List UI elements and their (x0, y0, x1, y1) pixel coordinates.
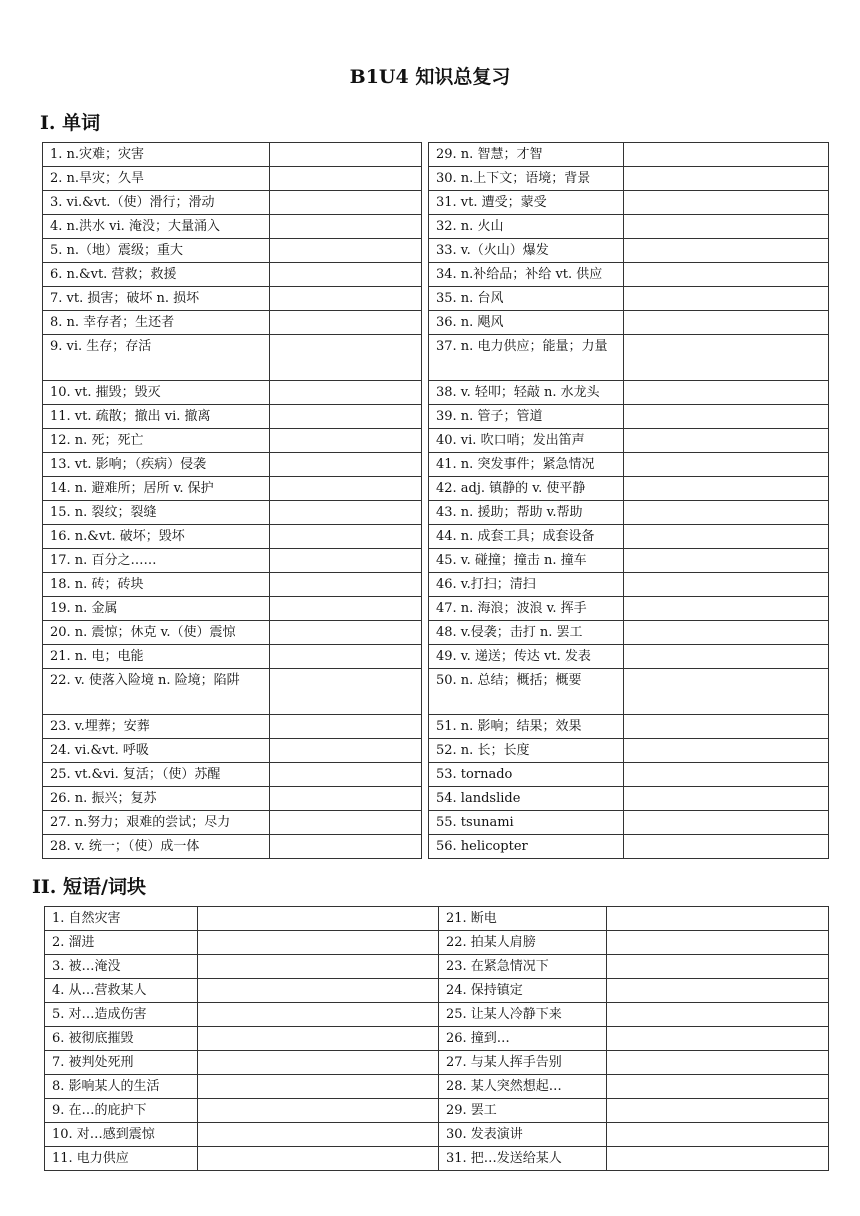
column-gap (422, 621, 429, 645)
column-gap (422, 311, 429, 335)
answer-blank-cell[interactable] (624, 835, 829, 859)
vocabulary-row (43, 239, 829, 263)
column-gap (422, 525, 429, 549)
answer-blank-cell[interactable] (607, 907, 829, 931)
prompt-cell: 27. n.努力；艰难的尝试；尽力 (43, 811, 270, 835)
prompt-cell: 50. n. 总结；概括；概要 (429, 669, 624, 715)
prompt-cell: 11. 电力供应 (45, 1147, 198, 1171)
column-gap (422, 787, 429, 811)
vocabulary-row (43, 405, 829, 429)
column-gap (422, 335, 429, 381)
prompt-cell: 4. n.洪水 vi. 淹没；大量涌入 (43, 215, 270, 239)
prompt-cell: 7. 被判处死刑 (45, 1051, 198, 1075)
answer-blank-cell[interactable] (270, 835, 422, 859)
vocabulary-row (43, 477, 829, 501)
answer-blank-cell[interactable] (270, 715, 422, 739)
prompt-cell: 20. n. 震惊；休克 v.（使）震惊 (43, 621, 270, 645)
answer-blank-cell[interactable] (624, 477, 829, 501)
answer-blank-cell[interactable] (270, 573, 422, 597)
prompt-cell: 9. 在…的庇护下 (45, 1099, 198, 1123)
column-gap (422, 715, 429, 739)
prompt-cell: 24. 保持镇定 (439, 979, 607, 1003)
prompt-cell: 37. n. 电力供应；能量；力量 (429, 335, 624, 381)
column-gap (422, 835, 429, 859)
prompt-cell: 16. n.&vt. 破坏；毁坏 (43, 525, 270, 549)
prompt-cell: 38. v. 轻叩；轻敲 n. 水龙头 (429, 381, 624, 405)
answer-blank-cell[interactable] (607, 955, 829, 979)
prompt-cell: 52. n. 长；长度 (429, 739, 624, 763)
prompt-cell: 12. n. 死；死亡 (43, 429, 270, 453)
vocabulary-row (43, 453, 829, 477)
prompt-cell: 32. n. 火山 (429, 215, 624, 239)
column-gap (422, 215, 429, 239)
answer-blank-cell[interactable] (198, 931, 439, 955)
vocabulary-row (43, 763, 829, 787)
vocabulary-row (43, 263, 829, 287)
answer-blank-cell[interactable] (624, 191, 829, 215)
answer-blank-cell[interactable] (624, 597, 829, 621)
answer-blank-cell[interactable] (270, 597, 422, 621)
answer-blank-cell[interactable] (198, 1027, 439, 1051)
column-gap (422, 573, 429, 597)
answer-blank-cell[interactable] (270, 287, 422, 311)
answer-blank-cell[interactable] (270, 549, 422, 573)
answer-blank-cell[interactable] (270, 645, 422, 669)
prompt-cell: 1. n.灾难；灾害 (43, 143, 270, 167)
phrase-row (45, 1051, 829, 1075)
answer-blank-cell[interactable] (270, 669, 422, 715)
column-gap (422, 763, 429, 787)
column-gap (422, 739, 429, 763)
vocabulary-row (43, 167, 829, 191)
answer-blank-cell[interactable] (607, 1123, 829, 1147)
prompt-cell: 8. 影响某人的生活 (45, 1075, 198, 1099)
prompt-cell: 1. 自然灾害 (45, 907, 198, 931)
column-gap (422, 549, 429, 573)
prompt-cell: 25. 让某人冷静下来 (439, 1003, 607, 1027)
column-gap (422, 429, 429, 453)
phrase-row (45, 931, 829, 955)
answer-blank-cell[interactable] (624, 501, 829, 525)
answer-blank-cell[interactable] (624, 811, 829, 835)
answer-blank-cell[interactable] (607, 1003, 829, 1027)
answer-blank-cell[interactable] (624, 739, 829, 763)
column-gap (422, 405, 429, 429)
prompt-cell: 3. vi.&vt.（使）滑行；滑动 (43, 191, 270, 215)
vocabulary-row (43, 287, 829, 311)
prompt-cell: 30. 发表演讲 (439, 1123, 607, 1147)
phrase-row (45, 1099, 829, 1123)
answer-blank-cell[interactable] (607, 1051, 829, 1075)
prompt-cell: 36. n. 飓风 (429, 311, 624, 335)
prompt-cell: 14. n. 避难所；居所 v. 保护 (43, 477, 270, 501)
prompt-cell: 31. 把…发送给某人 (439, 1147, 607, 1171)
answer-blank-cell[interactable] (270, 143, 422, 167)
prompt-cell: 7. vt. 损害；破坏 n. 损坏 (43, 287, 270, 311)
prompt-cell: 23. v.埋葬；安葬 (43, 715, 270, 739)
phrase-row (45, 1123, 829, 1147)
prompt-cell: 45. v. 碰撞；撞击 n. 撞车 (429, 549, 624, 573)
answer-blank-cell[interactable] (270, 335, 422, 381)
vocabulary-row (43, 787, 829, 811)
answer-blank-cell[interactable] (624, 453, 829, 477)
phrase-row (45, 1027, 829, 1051)
prompt-cell: 48. v.侵袭；击打 n. 罢工 (429, 621, 624, 645)
prompt-cell: 31. vt. 遭受；蒙受 (429, 191, 624, 215)
vocabulary-row (43, 597, 829, 621)
answer-blank-cell[interactable] (607, 1099, 829, 1123)
prompt-cell: 13. vt. 影响；（疾病）侵袭 (43, 453, 270, 477)
prompt-cell: 3. 被…淹没 (45, 955, 198, 979)
column-gap (422, 477, 429, 501)
prompt-cell: 5. n.（地）震级；重大 (43, 239, 270, 263)
vocabulary-row (43, 573, 829, 597)
prompt-cell: 10. vt. 摧毁；毁灭 (43, 381, 270, 405)
prompt-cell: 26. n. 振兴；复苏 (43, 787, 270, 811)
answer-blank-cell[interactable] (198, 1003, 439, 1027)
answer-blank-cell[interactable] (270, 621, 422, 645)
prompt-cell: 34. n.补给品；补给 vt. 供应 (429, 263, 624, 287)
vocabulary-row (43, 739, 829, 763)
prompt-cell: 22. 拍某人肩膀 (439, 931, 607, 955)
prompt-cell: 33. v.（火山）爆发 (429, 239, 624, 263)
answer-blank-cell[interactable] (624, 143, 829, 167)
prompt-cell: 2. 溜进 (45, 931, 198, 955)
vocabulary-row (43, 311, 829, 335)
prompt-cell: 11. vt. 疏散；撤出 vi. 撤离 (43, 405, 270, 429)
answer-blank-cell[interactable] (270, 739, 422, 763)
prompt-cell: 17. n. 百分之…… (43, 549, 270, 573)
prompt-cell: 15. n. 裂纹；裂缝 (43, 501, 270, 525)
vocabulary-row (43, 525, 829, 549)
answer-blank-cell[interactable] (624, 525, 829, 549)
vocabulary-row (43, 811, 829, 835)
column-gap (422, 597, 429, 621)
answer-blank-cell[interactable] (624, 429, 829, 453)
phrase-row (45, 979, 829, 1003)
prompt-cell: 41. n. 突发事件；紧急情况 (429, 453, 624, 477)
answer-blank-cell[interactable] (270, 429, 422, 453)
column-gap (422, 263, 429, 287)
answer-blank-cell[interactable] (607, 1147, 829, 1171)
answer-blank-cell[interactable] (270, 239, 422, 263)
answer-blank-cell[interactable] (198, 1051, 439, 1075)
phrase-row (45, 1147, 829, 1171)
answer-blank-cell[interactable] (198, 955, 439, 979)
prompt-cell: 42. adj. 镇静的 v. 使平静 (429, 477, 624, 501)
answer-blank-cell[interactable] (270, 501, 422, 525)
answer-blank-cell[interactable] (270, 311, 422, 335)
column-gap (422, 167, 429, 191)
prompt-cell: 4. 从…营救某人 (45, 979, 198, 1003)
answer-blank-cell[interactable] (624, 239, 829, 263)
vocabulary-row (43, 191, 829, 215)
answer-blank-cell[interactable] (607, 979, 829, 1003)
vocabulary-row (43, 381, 829, 405)
vocabulary-row (43, 621, 829, 645)
answer-blank-cell[interactable] (624, 645, 829, 669)
prompt-cell: 44. n. 成套工具；成套设备 (429, 525, 624, 549)
answer-blank-cell[interactable] (624, 215, 829, 239)
prompt-cell: 39. n. 管子；管道 (429, 405, 624, 429)
vocabulary-row (43, 335, 829, 381)
phrase-row (45, 907, 829, 931)
prompt-cell: 49. v. 递送；传达 vt. 发表 (429, 645, 624, 669)
prompt-cell: 21. n. 电；电能 (43, 645, 270, 669)
answer-blank-cell[interactable] (270, 811, 422, 835)
answer-blank-cell[interactable] (270, 763, 422, 787)
answer-blank-cell[interactable] (624, 335, 829, 381)
column-gap (422, 143, 429, 167)
prompt-cell: 18. n. 砖；砖块 (43, 573, 270, 597)
answer-blank-cell[interactable] (198, 979, 439, 1003)
prompt-cell: 27. 与某人挥手告别 (439, 1051, 607, 1075)
prompt-cell: 35. n. 台风 (429, 287, 624, 311)
prompt-cell: 28. 某人突然想起… (439, 1075, 607, 1099)
answer-blank-cell[interactable] (624, 287, 829, 311)
answer-blank-cell[interactable] (270, 263, 422, 287)
vocabulary-table (42, 142, 829, 859)
section-heading-phrases: II. 短语/词块 (32, 876, 146, 898)
prompt-cell: 47. n. 海浪；波浪 v. 挥手 (429, 597, 624, 621)
column-gap (422, 501, 429, 525)
column-gap (422, 239, 429, 263)
answer-blank-cell[interactable] (198, 1099, 439, 1123)
prompt-cell: 29. 罢工 (439, 1099, 607, 1123)
answer-blank-cell[interactable] (270, 167, 422, 191)
prompt-cell: 19. n. 金属 (43, 597, 270, 621)
column-gap (422, 191, 429, 215)
phrase-row (45, 1003, 829, 1027)
column-gap (422, 811, 429, 835)
phrase-row (45, 955, 829, 979)
answer-blank-cell[interactable] (624, 381, 829, 405)
answer-blank-cell[interactable] (624, 763, 829, 787)
column-gap (422, 287, 429, 311)
prompt-cell: 43. n. 援助；帮助 v.帮助 (429, 501, 624, 525)
column-gap (422, 381, 429, 405)
prompt-cell: 29. n. 智慧；才智 (429, 143, 624, 167)
prompt-cell: 23. 在紧急情况下 (439, 955, 607, 979)
answer-blank-cell[interactable] (270, 477, 422, 501)
answer-blank-cell[interactable] (624, 311, 829, 335)
answer-blank-cell[interactable] (624, 715, 829, 739)
prompt-cell: 26. 撞到… (439, 1027, 607, 1051)
answer-blank-cell[interactable] (607, 931, 829, 955)
answer-blank-cell[interactable] (270, 191, 422, 215)
answer-blank-cell[interactable] (624, 167, 829, 191)
answer-blank-cell[interactable] (270, 215, 422, 239)
section-heading-words: I. 单词 (40, 112, 101, 134)
prompt-cell: 40. vi. 吹口哨；发出笛声 (429, 429, 624, 453)
answer-blank-cell[interactable] (198, 1147, 439, 1171)
vocabulary-row (43, 143, 829, 167)
prompt-cell: 6. 被彻底摧毁 (45, 1027, 198, 1051)
answer-blank-cell[interactable] (270, 453, 422, 477)
vocabulary-row (43, 835, 829, 859)
prompt-cell: 8. n. 幸存者；生还者 (43, 311, 270, 335)
column-gap (422, 669, 429, 715)
answer-blank-cell[interactable] (198, 1075, 439, 1099)
answer-blank-cell[interactable] (198, 1123, 439, 1147)
phrase-row (45, 1075, 829, 1099)
prompt-cell: 28. v. 统一；（使）成一体 (43, 835, 270, 859)
answer-blank-cell[interactable] (270, 405, 422, 429)
answer-blank-cell[interactable] (198, 907, 439, 931)
prompt-cell: 30. n.上下文；语境；背景 (429, 167, 624, 191)
prompt-cell: 56. helicopter (429, 835, 624, 859)
answer-blank-cell[interactable] (607, 1027, 829, 1051)
prompt-cell: 54. landslide (429, 787, 624, 811)
column-gap (422, 645, 429, 669)
answer-blank-cell[interactable] (270, 787, 422, 811)
answer-blank-cell[interactable] (607, 1075, 829, 1099)
phrase-table (44, 906, 829, 1171)
prompt-cell: 24. vi.&vt. 呼吸 (43, 739, 270, 763)
answer-blank-cell[interactable] (624, 669, 829, 715)
prompt-cell: 5. 对…造成伤害 (45, 1003, 198, 1027)
column-gap (422, 453, 429, 477)
vocabulary-row (43, 715, 829, 739)
vocabulary-row (43, 215, 829, 239)
prompt-cell: 53. tornado (429, 763, 624, 787)
document-title: B1U4 知识总复习 (349, 66, 511, 88)
answer-blank-cell[interactable] (624, 787, 829, 811)
answer-blank-cell[interactable] (624, 263, 829, 287)
answer-blank-cell[interactable] (624, 573, 829, 597)
answer-blank-cell[interactable] (270, 525, 422, 549)
prompt-cell: 21. 断电 (439, 907, 607, 931)
prompt-cell: 25. vt.&vi. 复活；（使）苏醒 (43, 763, 270, 787)
prompt-cell: 51. n. 影响；结果；效果 (429, 715, 624, 739)
vocabulary-row (43, 429, 829, 453)
prompt-cell: 6. n.&vt. 营救；救援 (43, 263, 270, 287)
answer-blank-cell[interactable] (270, 381, 422, 405)
prompt-cell: 22. v. 使落入险境 n. 险境；陷阱 (43, 669, 270, 715)
prompt-cell: 46. v.打扫；清扫 (429, 573, 624, 597)
vocabulary-row (43, 669, 829, 715)
prompt-cell: 55. tsunami (429, 811, 624, 835)
prompt-cell: 10. 对…感到震惊 (45, 1123, 198, 1147)
answer-blank-cell[interactable] (624, 405, 829, 429)
prompt-cell: 2. n.旱灾；久旱 (43, 167, 270, 191)
prompt-cell: 9. vi. 生存；存活 (43, 335, 270, 381)
answer-blank-cell[interactable] (624, 549, 829, 573)
vocabulary-row (43, 645, 829, 669)
vocabulary-row (43, 549, 829, 573)
vocabulary-row (43, 501, 829, 525)
answer-blank-cell[interactable] (624, 621, 829, 645)
